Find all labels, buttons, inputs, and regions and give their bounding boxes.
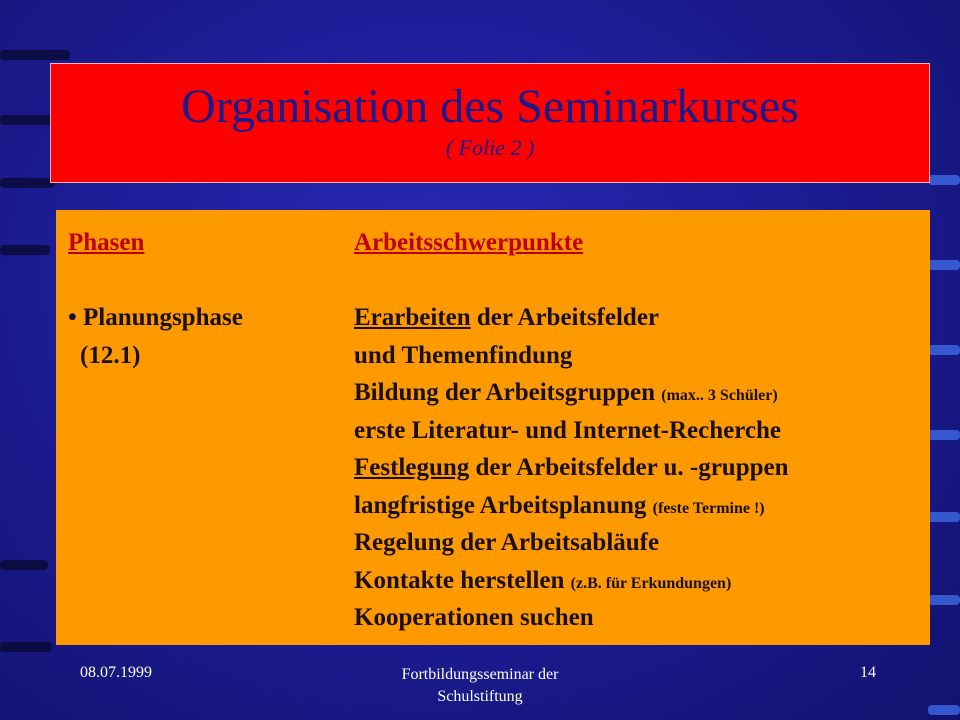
work-item-text: der Arbeitsfelder — [470, 304, 660, 331]
work-item — [354, 487, 924, 525]
work-item — [354, 562, 924, 600]
work-item: und Themenfindung — [354, 341, 573, 369]
background-streak — [0, 642, 52, 652]
background-streak — [928, 430, 960, 440]
phases-column — [68, 224, 348, 374]
work-column — [354, 224, 924, 637]
phases-header: Phasen — [68, 229, 145, 256]
work-item: erste Literatur- und Internet-Recherche — [354, 416, 781, 444]
background-streak — [0, 50, 70, 60]
work-item-note: (feste Termine !) — [652, 499, 765, 517]
work-item — [354, 374, 924, 412]
page-number: 14 — [860, 664, 876, 681]
spacer — [68, 262, 348, 300]
work-item — [354, 449, 924, 487]
work-item-emphasis: Festlegung — [354, 454, 470, 481]
background-streak — [928, 595, 960, 605]
background-streak — [928, 175, 960, 185]
work-item-text: der Arbeitsfelder u. -gruppen — [469, 454, 789, 481]
work-item-text: langfristige Arbeitsplanung — [354, 491, 653, 519]
background-streak — [0, 245, 50, 255]
slide-subtitle: ( Folie 2 ) — [445, 135, 535, 160]
title-box — [50, 63, 930, 183]
bullet: • — [68, 304, 77, 331]
work-item-note: (max.. 3 Schüler) — [661, 387, 778, 404]
footer-date: 08.07.1999 — [80, 664, 152, 681]
background-streak — [928, 260, 960, 270]
footer-center — [360, 664, 600, 708]
work-item-text: Kontakte herstellen — [354, 566, 571, 594]
footer-center-line1: Fortbildungsseminar der — [401, 666, 559, 683]
footer-center-line2: Schulstiftung — [437, 688, 523, 705]
content-box — [56, 210, 930, 645]
phase-item — [68, 299, 348, 337]
background-streak — [0, 560, 48, 570]
work-item — [354, 299, 924, 337]
work-item-text: Bildung der Arbeitsgruppen — [354, 379, 662, 406]
phase-term: (12.1) — [80, 341, 141, 369]
background-streak — [928, 512, 960, 522]
background-streak — [0, 178, 55, 188]
background-streak — [928, 345, 960, 355]
phase-name: Planungsphase — [83, 304, 243, 331]
background-streak — [928, 705, 960, 715]
spacer — [354, 262, 924, 300]
work-item-emphasis: Erarbeiten — [354, 304, 471, 331]
slide-title: Organisation des Seminarkurses — [181, 80, 799, 133]
work-item: Regelung der Arbeitsabläufe — [354, 529, 660, 556]
work-header: Arbeitsschwerpunkte — [354, 229, 584, 256]
work-item: Kooperationen suchen — [354, 604, 594, 631]
work-item-note: (z.B. für Erkundungen) — [570, 574, 732, 592]
